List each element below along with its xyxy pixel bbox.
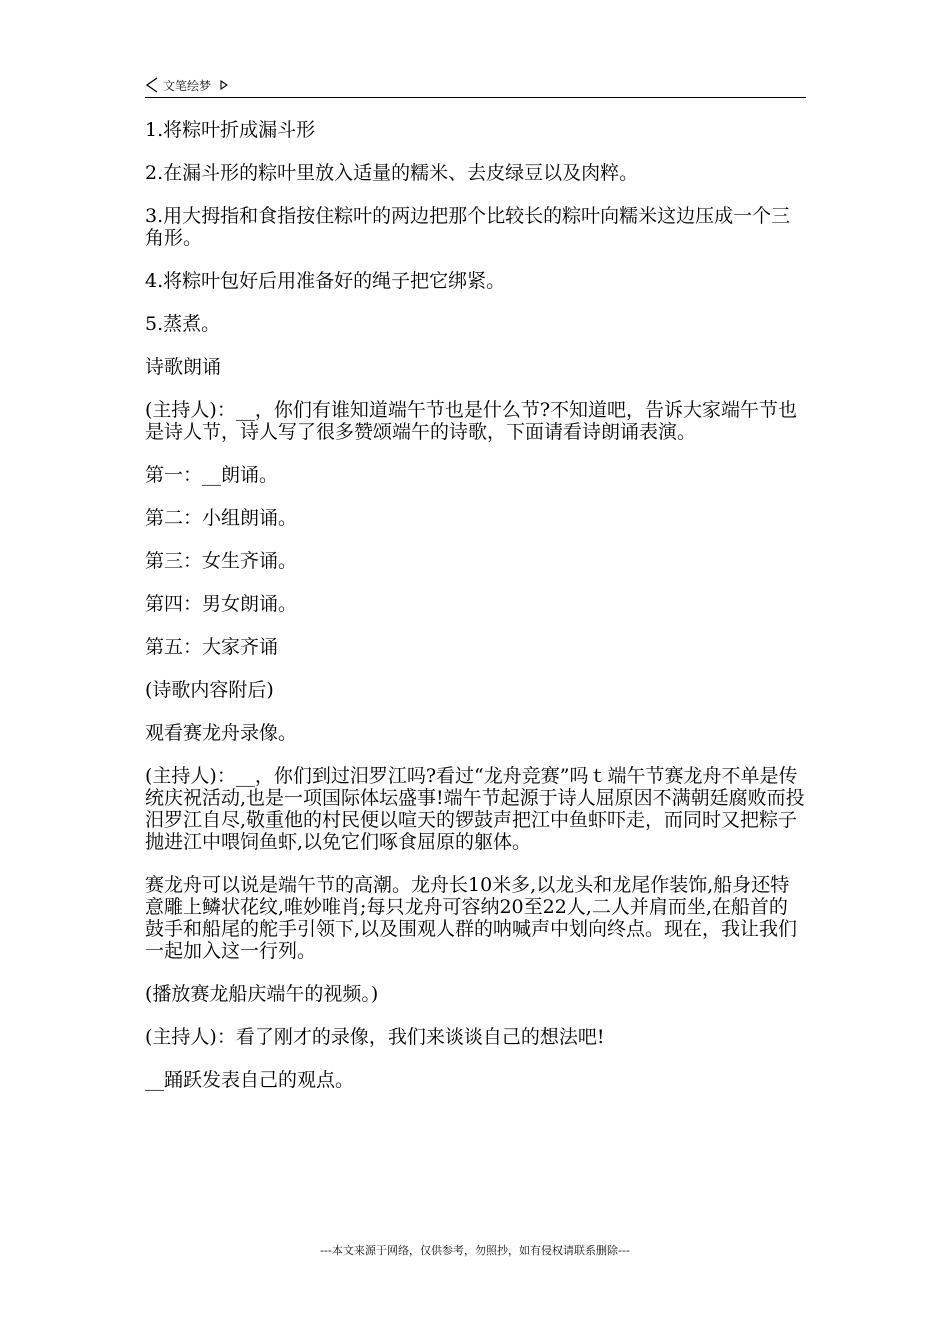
paragraph: 第三：女生齐诵。 — [145, 550, 298, 572]
triangle-left-icon — [145, 77, 159, 93]
paragraph: (主持人)：__，你们到过汨罗江吗?看过“龙舟竞赛”吗ｔ端午节赛龙舟不单是传统庆祝活动,也是一项国际体坛盛事!端午节起源于诗人屈原因不满朝廷腐败而投汨罗江自尽,敬重他的村民便以喧天的锣鼓声把江中鱼虾吓走，而同时又把粽子抛进江中喂饲鱼虾,以免它们啄食屈原的躯体。 — [145, 765, 805, 853]
paragraph: 第一：__朗诵。 — [145, 464, 279, 486]
paragraph: 第四：男女朗诵。 — [145, 593, 298, 615]
triangle-right-icon — [219, 79, 229, 91]
paragraph: 赛龙舟可以说是端午节的高潮。龙舟长10米多,以龙头和龙尾作装饰,船身还特意雕上鳞状花纹,唯妙唯肖;每只龙舟可容纳20至22人,二人并肩而坐,在船首的鼓手和船尾的舵手引领下,以及围观人群的呐喊声中划向终点。现在，我让我们一起加入这一行列。 — [145, 874, 798, 962]
section-heading: 诗歌朗诵 — [145, 356, 222, 378]
paragraph: (诗歌内容附后) — [145, 679, 274, 701]
paragraph: 4.将粽叶包好后用准备好的绳子把它绑紧。 — [145, 270, 506, 292]
page-footer: ---本文来源于网络，仅供参考，勿照抄，如有侵权请联系删除--- — [320, 1244, 630, 1257]
paragraph: 第五：大家齐诵 — [145, 636, 279, 658]
paragraph: (播放赛龙船庆端午的视频。) — [145, 983, 379, 1005]
section-heading: 观看赛龙舟录像。 — [145, 722, 298, 744]
page-header — [145, 74, 229, 96]
paragraph: 第二：小组朗诵。 — [145, 507, 298, 529]
header-rule — [145, 97, 806, 98]
paragraph: 2.在漏斗形的粽叶里放入适量的糯米、去皮绿豆以及肉粹。 — [145, 162, 639, 184]
paragraph: 1.将粽叶折成漏斗形 — [145, 119, 316, 141]
paragraph: (主持人)：看了刚才的录像，我们来谈谈自己的想法吧! — [145, 1026, 605, 1048]
paragraph: 5.蒸煮。 — [145, 313, 221, 335]
document-body — [145, 119, 806, 1112]
paragraph: __踊跃发表自己的观点。 — [145, 1069, 355, 1091]
paragraph: 3.用大拇指和食指按住粽叶的两边把那个比较长的粽叶向糯米这边压成一个三角形。 — [145, 205, 791, 249]
header-title: 文笔绘梦 — [163, 78, 212, 93]
paragraph: (主持人)：__，你们有谁知道端午节也是什么节?不知道吧，告诉大家端午节也是诗人节，诗人写了很多赞颂端午的诗歌，下面请看诗朗诵表演。 — [145, 399, 798, 443]
